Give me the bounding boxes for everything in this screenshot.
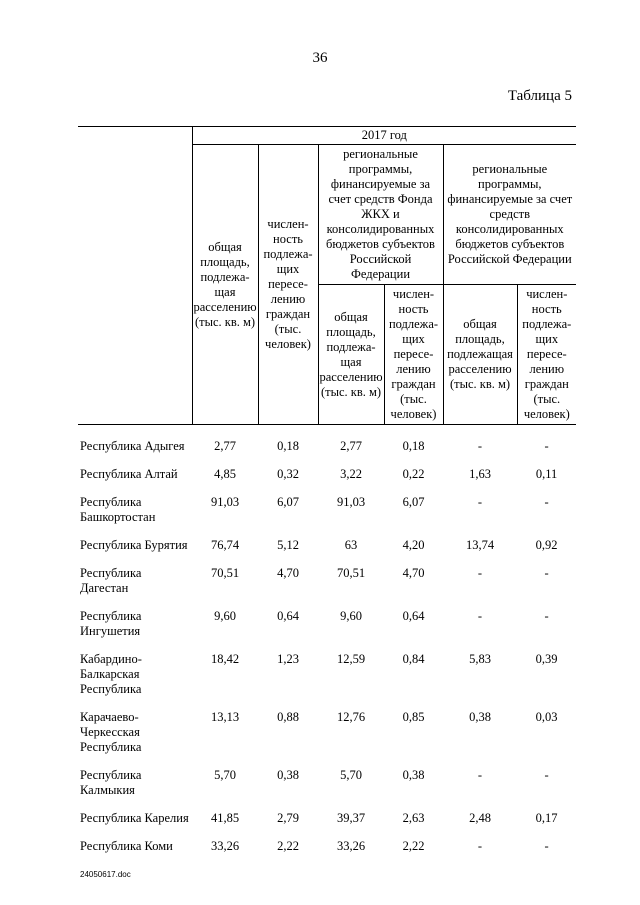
value-cell: 0,64 — [277, 609, 299, 623]
value-cell: 0,32 — [277, 467, 299, 481]
region-name: Республика Башкортостан — [80, 495, 156, 524]
value-cell: 0,18 — [277, 439, 299, 453]
value-cell: 1,63 — [469, 467, 491, 481]
value-cell: - — [477, 768, 483, 782]
value-cell: 0,22 — [402, 467, 425, 481]
value-cell: 18,42 — [210, 652, 240, 666]
value-cell: 0,38 — [402, 768, 425, 782]
table-row — [78, 467, 576, 495]
value-cell: 5,12 — [277, 538, 299, 552]
table-row — [78, 652, 576, 710]
footer-filename: 24050617.doc — [80, 870, 131, 879]
region-name: Кабардино-Балкарская Республика — [80, 652, 142, 696]
value-cell: 0,64 — [402, 609, 425, 623]
value-cell: 5,70 — [214, 768, 236, 782]
value-cell: 2,48 — [469, 811, 491, 825]
region-name: Республика Алтай — [80, 467, 178, 481]
header-group-fund: региональные программы, финансируемые за счет средств Фонда ЖКХ и консолидированных бюджетов субъектов Российской Федерации — [318, 145, 443, 285]
value-cell: 0,11 — [535, 467, 558, 481]
value-cell: - — [544, 566, 549, 580]
value-cell: 0,88 — [277, 710, 299, 724]
header-fund-people: числен-ность подлежа-щих пересе-лению граждан (тыс. человек) — [384, 285, 443, 425]
page-number: 36 — [312, 50, 328, 66]
table-row — [78, 425, 576, 468]
region-name: Карачаево-Черкесская Республика — [80, 710, 142, 754]
value-cell: - — [544, 609, 549, 623]
value-cell: 13,13 — [210, 710, 240, 724]
table-row — [78, 710, 576, 768]
header-budget-area: общая площадь, подлежащая расселению (тыс. кв. м) — [443, 285, 517, 425]
value-cell: - — [544, 768, 549, 782]
header-total-area: общая площадь, подлежа-щая расселению (тыс. кв. м) — [192, 145, 258, 425]
value-cell: 4,85 — [214, 467, 236, 481]
header-fund-area: общая площадь, подлежа-щая расселению (тыс. кв. м) — [318, 285, 384, 425]
region-name: Республика Бурятия — [80, 538, 188, 552]
value-cell: 70,51 — [210, 566, 240, 580]
region-name: Республика Адыгея — [80, 439, 185, 453]
table-row — [78, 566, 576, 609]
table-body — [78, 425, 576, 868]
value-cell: 2,79 — [277, 811, 299, 825]
value-cell: 0,38 — [277, 768, 299, 782]
value-cell: 2,77 — [340, 439, 362, 453]
value-cell: 2,77 — [214, 439, 236, 453]
value-cell: - — [544, 439, 549, 453]
value-cell: 0,84 — [402, 652, 425, 666]
header-total-people: числен-ность подлежа-щих пересе-лению граждан (тыс. человек) — [258, 145, 318, 425]
value-cell: 0,03 — [535, 710, 558, 724]
value-cell: 0,17 — [535, 811, 558, 825]
value-cell: 4,20 — [402, 538, 425, 552]
value-cell: - — [477, 839, 483, 853]
header-year: 2017 год — [192, 127, 576, 145]
table-row — [78, 839, 576, 867]
value-cell: 39,37 — [336, 811, 366, 825]
value-cell: 3,22 — [340, 467, 362, 481]
header-group-budget: региональные программы, финансируемые за счет средств консолидированных бюджетов субъектов Российской Федерации — [443, 145, 576, 285]
value-cell: 5,70 — [340, 768, 362, 782]
table-row — [78, 768, 576, 811]
value-cell: 70,51 — [336, 566, 366, 580]
value-cell: 91,03 — [336, 495, 366, 509]
value-cell: 0,39 — [535, 652, 558, 666]
value-cell: - — [477, 609, 483, 623]
value-cell: 1,23 — [277, 652, 299, 666]
value-cell: 76,74 — [210, 538, 240, 552]
table-row — [78, 609, 576, 652]
table-caption: Таблица 5 — [507, 88, 572, 104]
value-cell: 0,92 — [535, 538, 558, 552]
value-cell: 0,85 — [402, 710, 425, 724]
resettlement-table — [78, 126, 576, 867]
header-budget-people: числен-ность подлежа-щих пересе-лению граждан (тыс. человек) — [517, 285, 576, 425]
value-cell: 41,85 — [210, 811, 240, 825]
value-cell: 2,22 — [402, 839, 425, 853]
value-cell: 2,63 — [402, 811, 425, 825]
table-row — [78, 538, 576, 566]
value-cell: 33,26 — [336, 839, 366, 853]
region-name: Республика Ингушетия — [80, 609, 142, 638]
value-cell: 63 — [344, 538, 358, 552]
value-cell: 6,07 — [277, 495, 299, 509]
value-cell: 5,83 — [469, 652, 491, 666]
region-name: Республика Карелия — [80, 811, 189, 825]
value-cell: 0,18 — [402, 439, 425, 453]
value-cell: - — [477, 495, 483, 509]
value-cell: 0,38 — [469, 710, 491, 724]
region-name: Республика Калмыкия — [80, 768, 142, 797]
value-cell: - — [477, 566, 483, 580]
table-row — [78, 811, 576, 839]
value-cell: 4,70 — [402, 566, 425, 580]
value-cell: 12,76 — [336, 710, 366, 724]
value-cell: 13,74 — [465, 538, 495, 552]
table-row — [78, 495, 576, 538]
value-cell: - — [477, 439, 483, 453]
value-cell: 6,07 — [402, 495, 425, 509]
value-cell: 4,70 — [277, 566, 299, 580]
value-cell: - — [544, 495, 549, 509]
header-stub — [78, 127, 192, 425]
value-cell: - — [544, 839, 549, 853]
value-cell: 91,03 — [210, 495, 240, 509]
value-cell: 12,59 — [336, 652, 366, 666]
value-cell: 9,60 — [214, 609, 236, 623]
value-cell: 2,22 — [277, 839, 299, 853]
value-cell: 33,26 — [210, 839, 240, 853]
value-cell: 9,60 — [340, 609, 362, 623]
region-name: Республика Дагестан — [80, 566, 142, 595]
region-name: Республика Коми — [80, 839, 173, 853]
